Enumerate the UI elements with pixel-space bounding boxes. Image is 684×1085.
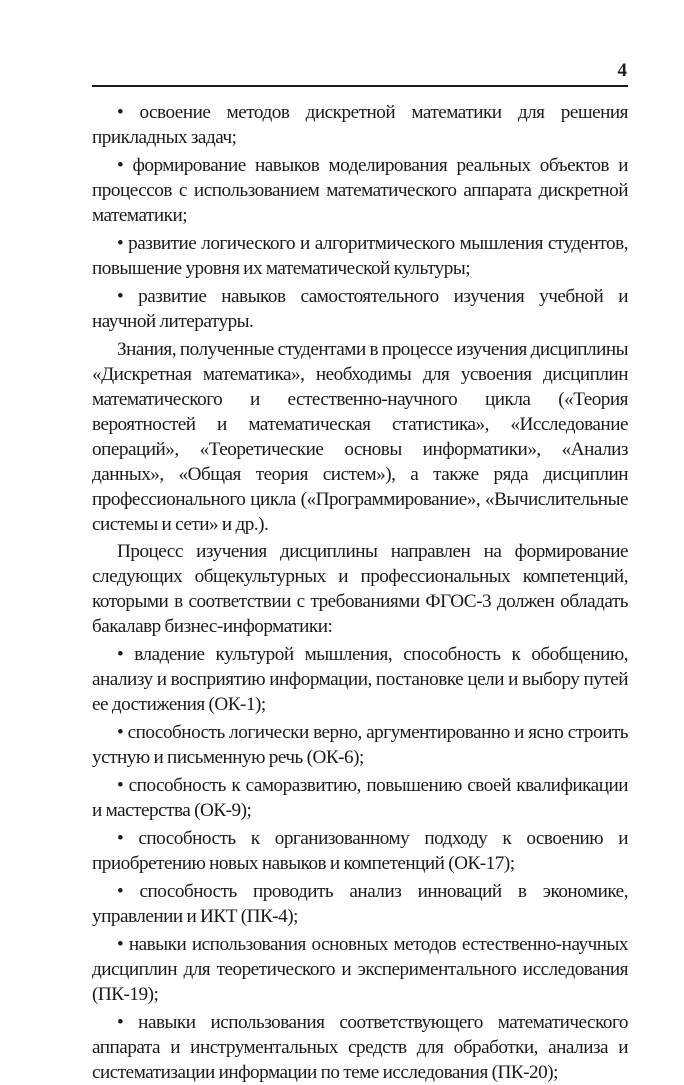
list-item-ok-9: • способность к саморазвитию, повышению своей квалификации и мастерства (ОК-9);	[92, 775, 628, 822]
paragraph-competencies-intro: Процесс изучения дисциплины направлен на формирование следующих общекультурных и профессиональных компетенций, которыми в соответствии с требованиями ФГОС-3 должен обладать бакалавр бизнес-информатики:	[92, 541, 628, 638]
list-item-goal-1: • освоение методов дискретной математики для решения прикладных задач;	[92, 102, 628, 148]
list-item-ok-1: • владение культурой мышления, способность к обобщению, анализу и восприятию информации, постановке цели и выбору путей ее достижения (ОК-1);	[92, 644, 628, 716]
list-item-pk-20: • навыки использования соответствующего математического аппарата и инструментальных средств для обработки, анализа и систематизации информации по теме исследования (ПК-20);	[92, 1011, 628, 1083]
list-item-pk-4: • способность проводить анализ инноваций в экономике, управлении и ИКТ (ПК-4);	[92, 880, 628, 927]
page-number: 4	[617, 60, 627, 81]
list-item-goal-2: • формирование навыков моделирования реальных объектов и процессов с использованием математического аппарата дискретной математики;	[92, 154, 628, 226]
body-text	[92, 100, 628, 1085]
header-rule	[92, 85, 628, 87]
list-item-ok-6: • способность логически верно, аргументированно и ясно строить устную и письменную речь (ОК-6);	[92, 722, 628, 769]
list-item-goal-3: • развитие логического и алгоритмического мышления студентов, повышение уровня их математической культуры;	[92, 232, 628, 279]
list-item-pk-19: • навыки использования основных методов естественно-научных дисциплин для теоретического и экспериментального исследования (ПК-19);	[92, 933, 628, 1005]
paragraph-knowledge: Знания, полученные студентами в процессе изучения дисциплины «Дискретная математика», необходимы для усвоения дисциплин математического и естественно-научного цикла («Теория вероятностей и математическая статистика», «Исследование операций», «Теоретические основы информатики», «Анализ данных», «Общая теория систем»), а также ряда дисциплин профессионального цикла («Программирование», «Вычислительные системы и сети» и др.).	[92, 338, 628, 535]
list-item-goal-4: • развитие навыков самостоятельного изучения учебной и научной литературы.	[92, 285, 628, 332]
list-item-ok-17: • способность к организованному подходу к освоению и приобретению новых навыков и компетенций (ОК-17);	[92, 828, 628, 875]
